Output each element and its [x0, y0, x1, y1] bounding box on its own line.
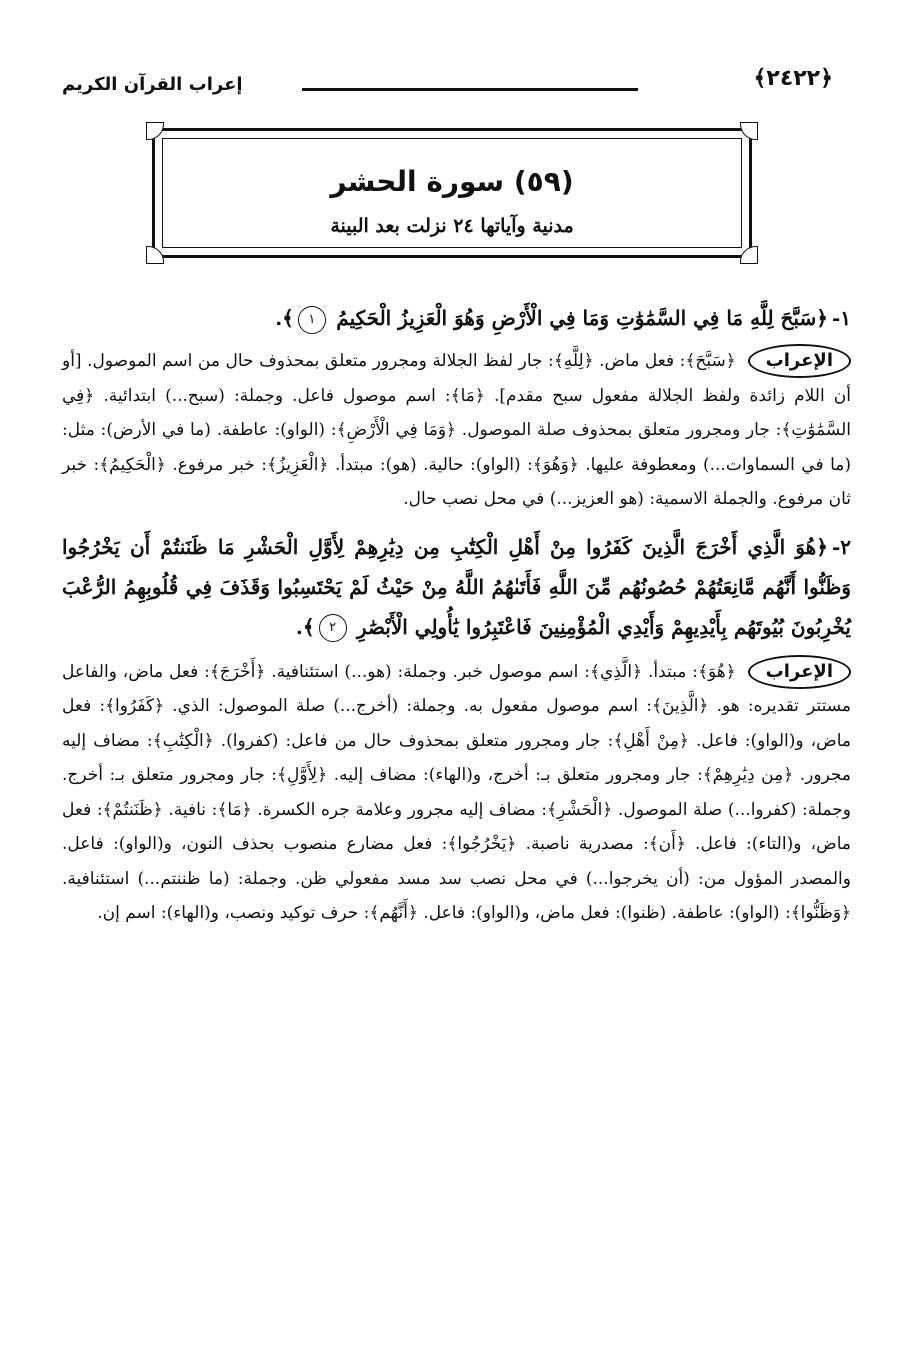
page-header: [62, 66, 853, 106]
header-rule: [302, 88, 638, 91]
irab-text: ﴿هُوَ﴾: مبتدأ. ﴿الَّذِي﴾: اسم موصول خبر. وجملة: (هو...) استئنافية. ﴿أَخْرَجَ﴾: فعل ماض، والفاعل مستتر تقديره: هو. ﴿الَّذِينَ﴾: اسم موصول مفعول به. وجملة: (أخرج...) صلة الموصول: الذي. ﴿كَفَرُوا﴾: فعل ماض، و(الواو): فاعل. ﴿مِنْ أَهْلِ﴾: جار ومجرور متعلق بمحذوف حال من فاعل: (كفروا). ﴿الْكِتَٰبِ﴾: مضاف إليه مجرور. ﴿مِن دِيَٰرِهِمْ﴾: جار ومجرور متعلق بـ: أخرج، و(الهاء): مضاف إليه. ﴿لِأَوَّلِ﴾: جار ومجرور متعلق بـ: أخرج. وجملة: (كفروا...) صلة الموصول. ﴿الْحَشْرِ﴾: مضاف إليه مجرور وعلامة جره الكسرة. ﴿مَا﴾: نافية. ﴿ظَنَنتُمْ﴾: فعل ماض، و(التاء): فاعل. ﴿أَن﴾: مصدرية ناصبة. ﴿يَخْرُجُوا﴾: فعل مضارع منصوب بحذف النون، و(الواو): فاعل. والمصدر المؤول من: (أن يخرجوا...) في محل نصب سد مسد مفعولي ظن. وجملة: (ما ظننتم...) استئنافية. ﴿وَظَنُّوا﴾: (الواو): عاطفة. (ظنوا): فعل ماض، و(الواو): فاعل. ﴿أَنَّهُم﴾: حرف توكيد ونصب، و(الهاء): اسم إن.: [62, 661, 851, 923]
verse-number: ١-: [831, 306, 851, 330]
frame-corner-ornament: [146, 246, 164, 264]
surah-title: (٥٩) سورة الحشر: [330, 165, 574, 198]
irab-paragraph-1: [62, 344, 851, 517]
page-number: ﴿٢٤٢٢﴾: [753, 66, 833, 91]
irab-text: ﴿سَبَّحَ﴾: فعل ماض. ﴿لِلَّهِ﴾: جار لفظ الجلالة ومجرور متعلق بمحذوف حال من اسم الموصول. [أو أن اللام زائدة ولفظ الجلالة مفعول سبح مقدم]. ﴿مَا﴾: اسم موصول فاعل. وجملة: (سبح...) ابتدائية. ﴿فِي السَّمَٰوَٰتِ﴾: جار ومجرور متعلق بمحذوف صلة الموصول. ﴿وَمَا فِي الْأَرْضِ﴾: (الواو): عاطفة. (ما في الأرض): مثل: (ما في السماوات...) ومعطوفة عليها. ﴿وَهُوَ﴾: (الواو): حالية. (هو): مبتدأ. ﴿الْعَزِيزُ﴾: خبر مرفوع. ﴿الْحَكِيمُ﴾: خبر ثان مرفوع. والجملة الاسمية: (هو العزيز...) في محل نصب حال.: [62, 351, 851, 509]
surah-title-frame: [152, 128, 752, 258]
surah-subtitle: مدنية وآياتها ٢٤ نزلت بعد البينة: [330, 215, 574, 237]
irab-paragraph-2: [62, 655, 851, 931]
verse-close-bracket: ﴾.: [295, 614, 315, 639]
verse-1: [62, 300, 851, 336]
frame-corner-ornament: [146, 122, 164, 140]
verse-number: ٢-: [831, 534, 851, 559]
frame-corner-ornament: [740, 122, 758, 140]
verse-2: [62, 527, 851, 647]
verse-close-bracket: ﴾.: [275, 306, 294, 330]
irab-label: الإعراب: [748, 344, 851, 378]
main-content: [62, 300, 851, 931]
ayah-end-marker: ١: [298, 306, 326, 334]
verse-text: ﴿هُوَ الَّذِي أَخْرَجَ الَّذِينَ كَفَرُوا مِنْ أَهْلِ الْكِتَٰبِ مِن دِيَٰرِهِمْ لِأَوَّلِ الْحَشْرِ مَا ظَنَنتُمْ أَن يَخْرُجُوا وَظَنُّوا أَنَّهُم مَّانِعَتُهُمْ حُصُونُهُم مِّنَ اللَّهِ فَأَتَىٰهُمُ اللَّهُ مِنْ حَيْثُ لَمْ يَحْتَسِبُوا وَقَذَفَ فِي قُلُوبِهِمُ الرُّعْبَ يُخْرِبُونَ بُيُوتَهُم بِأَيْدِيهِمْ وَأَيْدِي الْمُؤْمِنِينَ فَاعْتَبِرُوا يَٰأُولِي الْأَبْصَٰرِ: [62, 534, 851, 639]
ayah-end-marker: ٢: [319, 614, 347, 642]
verse-text: ﴿سَبَّحَ لِلَّهِ مَا فِي السَّمَٰوَٰتِ وَمَا فِي الْأَرْضِ وَهُوَ الْعَزِيزُ الْحَكِيمُ: [336, 306, 828, 330]
irab-label: الإعراب: [748, 655, 851, 689]
book-title: إعراب القرآن الكريم: [62, 74, 243, 95]
frame-corner-ornament: [740, 246, 758, 264]
